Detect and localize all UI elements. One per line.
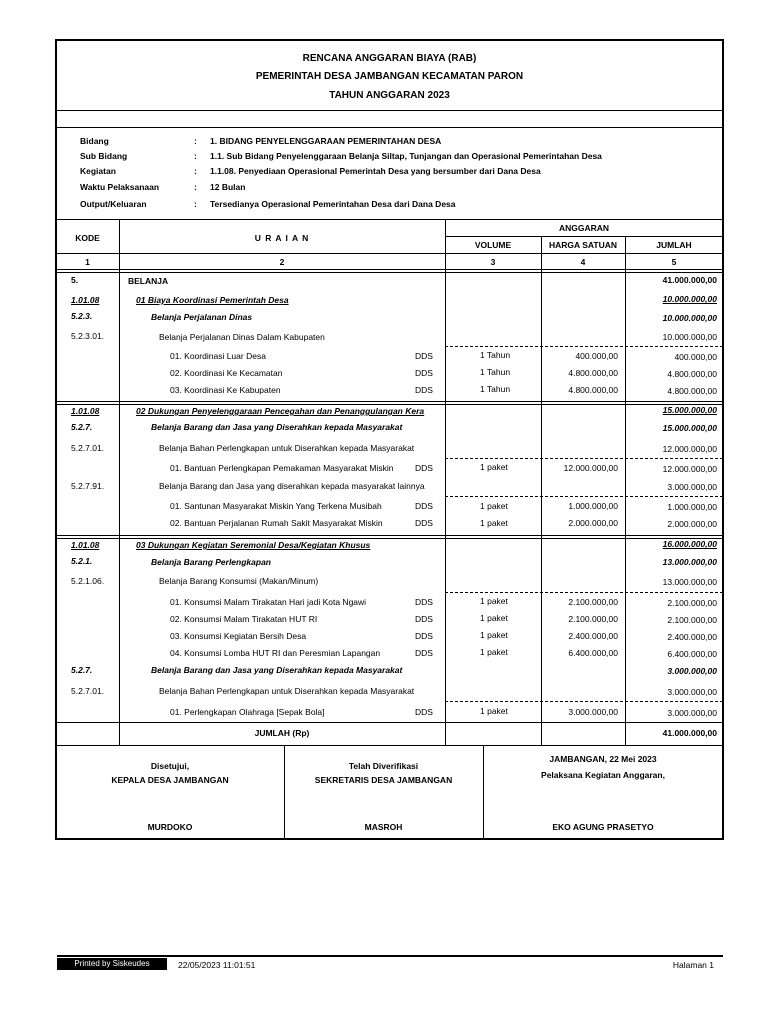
section-divider	[56, 538, 723, 539]
row-source: DDS	[415, 385, 433, 395]
col-number: 5	[671, 257, 677, 267]
row-jumlah: 2.100.000,00	[667, 598, 717, 608]
title-line-2: PEMERINTAH DESA JAMBANGAN KECAMATAN PARON	[255, 71, 524, 82]
row-kode: 5.2.7.91.	[71, 481, 105, 491]
info-value-sub-bidang: 1.1. Sub Bidang Penyelenggaraan Belanja Siltap, Tunjangan dan Operasional Pemerintahan Desa	[210, 151, 602, 161]
row-harga: 2.400.000,00	[568, 631, 618, 641]
divider	[445, 236, 723, 237]
row-source: DDS	[415, 631, 433, 641]
row-uraian: 01. Koordinasi Luar Desa	[170, 351, 266, 361]
row-source: DDS	[415, 518, 433, 528]
row-harga: 400.000,00	[575, 351, 618, 361]
row-jumlah: 4.800.000,00	[667, 369, 717, 379]
footer-line	[57, 955, 723, 957]
row-jumlah: 2.000.000,00	[667, 519, 717, 529]
row-uraian: 03 Dukungan Kegiatan Seremonial Desa/Kegiatan Khusus	[136, 540, 371, 550]
info-value-bidang: 1. BIDANG PENYELENGGARAAN PEMERINTAHAN DESA	[210, 136, 442, 146]
row-kode: 5.2.7.	[71, 422, 93, 432]
row-jumlah: 13.000.000,00	[662, 577, 717, 587]
row-uraian: Belanja Barang dan Jasa yang Diserahkan kepada Masyarakat	[151, 422, 403, 432]
section-divider	[56, 401, 723, 402]
info-value-output: Tersedianya Operasional Pemerintahan Desa dari Dana Desa	[210, 199, 456, 209]
row-volume: 1 paket	[480, 596, 508, 606]
printed-by-badge: Printed by Siskeudes	[57, 958, 167, 970]
item-dash	[445, 458, 723, 459]
col-number: 3	[490, 257, 496, 267]
row-uraian: 02 Dukungan Penyelenggaraan Pencegahan dan Penanggulangan Kera	[136, 406, 425, 416]
row-uraian: 01. Konsumsi Malam Tirakatan Hari jadi Kota Ngawi	[170, 597, 367, 607]
info-label-bidang: Bidang	[80, 136, 109, 146]
row-jumlah: 4.800.000,00	[667, 386, 717, 396]
row-volume: 1 paket	[480, 706, 508, 716]
row-volume: 1 Tahun	[480, 367, 511, 377]
row-uraian: Belanja Bahan Perlengkapan untuk Diserahkan kepada Masyarakat	[159, 686, 415, 696]
section-divider	[56, 404, 723, 405]
row-jumlah: 3.000.000,00	[667, 708, 717, 718]
row-volume: 1 paket	[480, 501, 508, 511]
column-line	[541, 236, 542, 746]
row-jumlah: 400.000,00	[674, 352, 717, 362]
sig-mid-top: Telah Diverifikasi	[348, 761, 419, 771]
row-jumlah: 1.000.000,00	[667, 502, 717, 512]
divider	[56, 253, 723, 254]
row-harga: 2.100.000,00	[568, 597, 618, 607]
total-value: 41.000.000,00	[662, 728, 717, 738]
col-number: 2	[279, 257, 285, 267]
row-kode: 1.01.08	[71, 406, 100, 416]
row-jumlah: 3.000.000,00	[667, 666, 717, 676]
row-uraian: 01. Perlengkapan Olahraga [Sepak Bola]	[170, 707, 325, 717]
divider	[56, 219, 723, 220]
row-uraian: Belanja Barang dan Jasa yang Diserahkan kepada Masyarakat	[151, 665, 403, 675]
divider	[56, 269, 723, 270]
row-source: DDS	[415, 614, 433, 624]
row-uraian: 02. Koordinasi Ke Kecamatan	[170, 368, 283, 378]
divider	[56, 110, 723, 111]
info-sep: :	[194, 151, 197, 161]
row-jumlah: 2.100.000,00	[667, 615, 717, 625]
info-sep: :	[194, 166, 197, 176]
sig-left-top: Disetujui,	[150, 761, 190, 771]
row-kode: 5.2.7.	[71, 665, 93, 675]
row-jumlah: 16.000.000,00	[662, 539, 717, 549]
row-volume: 1 paket	[480, 630, 508, 640]
row-jumlah: 10.000.000,00	[662, 294, 717, 304]
sig-mid-title: SEKRETARIS DESA JAMBANGAN	[314, 775, 453, 785]
row-jumlah: 41.000.000,00	[662, 275, 717, 285]
sig-right-title: Pelaksana Kegiatan Anggaran,	[541, 770, 665, 780]
row-uraian: 02. Bantuan Perjalanan Rumah Sakit Masyarakat Miskin	[170, 518, 383, 528]
row-source: DDS	[415, 368, 433, 378]
row-jumlah: 2.400.000,00	[667, 632, 717, 642]
sig-right-name: EKO AGUNG PRASETYO	[552, 822, 654, 832]
col-header-kode: KODE	[75, 233, 100, 243]
row-volume: 1 Tahun	[480, 384, 511, 394]
row-source: DDS	[415, 501, 433, 511]
sig-mid-name: MASROH	[364, 822, 403, 832]
column-line	[119, 219, 120, 746]
item-dash	[445, 592, 723, 593]
divider	[56, 127, 723, 128]
row-jumlah: 10.000.000,00	[662, 332, 717, 342]
col-header-uraian: U R A I A N	[254, 233, 310, 243]
info-label-waktu: Waktu Pelaksanaan	[80, 182, 160, 192]
col-number: 1	[85, 257, 90, 267]
row-kode: 1.01.08	[71, 540, 100, 550]
title-line-3: TAHUN ANGGARAN 2023	[329, 90, 450, 101]
row-source: DDS	[415, 597, 433, 607]
col-header-harga: HARGA SATUAN	[549, 240, 617, 250]
row-kode: 5.2.3.01.	[71, 331, 105, 341]
info-label-sub-bidang: Sub Bidang	[80, 151, 128, 161]
info-sep: :	[194, 199, 197, 209]
info-sep: :	[194, 182, 197, 192]
row-uraian: Belanja Barang Konsumsi (Makan/Minum)	[159, 576, 319, 586]
divider	[56, 272, 723, 273]
row-volume: 1 paket	[480, 613, 508, 623]
row-uraian: 03. Koordinasi Ke Kabupaten	[170, 385, 281, 395]
row-source: DDS	[415, 707, 433, 717]
row-uraian: 01. Bantuan Perlengkapan Pemakaman Masyarakat Miskin	[170, 463, 394, 473]
column-line	[445, 219, 446, 746]
row-uraian: 03. Konsumsi Kegiatan Bersih Desa	[170, 631, 307, 641]
row-uraian: 01 Biaya Koordinasi Pemerintah Desa	[136, 295, 289, 305]
section-divider	[56, 535, 723, 536]
row-uraian: BELANJA	[128, 276, 169, 286]
divider	[56, 745, 723, 746]
row-uraian: 04. Konsumsi Lomba HUT RI dan Peresmian Lapangan	[170, 648, 381, 658]
print-timestamp: 22/05/2023 11:01:51	[178, 960, 256, 970]
row-harga: 2.100.000,00	[568, 614, 618, 624]
row-kode: 5.2.7.01.	[71, 686, 105, 696]
row-volume: 1 paket	[480, 647, 508, 657]
item-dash	[445, 346, 723, 347]
row-jumlah: 12.000.000,00	[662, 464, 717, 474]
info-value-waktu: 12 Bulan	[210, 182, 246, 192]
info-sep: :	[194, 136, 197, 146]
row-jumlah: 3.000.000,00	[667, 482, 717, 492]
row-uraian: 02. Konsumsi Malam Tirakatan HUT RI	[170, 614, 318, 624]
row-harga: 3.000.000,00	[568, 707, 618, 717]
row-volume: 1 paket	[480, 462, 508, 472]
row-uraian: Belanja Bahan Perlengkapan untuk Diserahkan kepada Masyarakat	[159, 443, 415, 453]
row-harga: 12.000.000,00	[563, 463, 618, 473]
sig-left-title: KEPALA DESA JAMBANGAN	[111, 775, 229, 785]
item-dash	[445, 496, 723, 497]
row-jumlah: 13.000.000,00	[662, 557, 717, 567]
col-number: 4	[580, 257, 586, 267]
row-kode: 1.01.08	[71, 295, 100, 305]
item-dash	[445, 701, 723, 702]
row-harga: 2.000.000,00	[568, 518, 618, 528]
row-volume: 1 paket	[480, 518, 508, 528]
row-uraian: Belanja Barang Perlengkapan	[151, 557, 271, 567]
row-jumlah: 12.000.000,00	[662, 444, 717, 454]
page-number: Halaman 1	[672, 960, 714, 970]
row-jumlah: 6.400.000,00	[667, 649, 717, 659]
sig-left-name: MURDOKO	[147, 822, 193, 832]
row-jumlah: 15.000.000,00	[662, 423, 717, 433]
row-kode: 5.2.7.01.	[71, 443, 105, 453]
row-jumlah: 15.000.000,00	[662, 405, 717, 415]
info-label-output: Output/Keluaran	[80, 199, 147, 209]
row-volume: 1 Tahun	[480, 350, 511, 360]
row-source: DDS	[415, 648, 433, 658]
row-uraian: Belanja Perjalanan Dinas	[151, 312, 253, 322]
row-jumlah: 10.000.000,00	[662, 313, 717, 323]
row-harga: 6.400.000,00	[568, 648, 618, 658]
row-kode: 5.2.1.	[71, 556, 93, 566]
row-kode: 5.	[71, 275, 79, 285]
row-source: DDS	[415, 351, 433, 361]
row-harga: 4.800.000,00	[568, 368, 618, 378]
sig-right-date: JAMBANGAN, 22 Mei 2023	[549, 754, 657, 764]
col-header-volume: VOLUME	[474, 240, 512, 250]
row-jumlah: 3.000.000,00	[667, 687, 717, 697]
row-harga: 1.000.000,00	[568, 501, 618, 511]
col-header-anggaran: ANGGARAN	[558, 223, 610, 233]
info-label-kegiatan: Kegiatan	[80, 166, 116, 176]
row-uraian: Belanja Perjalanan Dinas Dalam Kabupaten	[159, 332, 325, 342]
row-harga: 4.800.000,00	[568, 385, 618, 395]
title-line-1: RENCANA ANGGARAN BIAYA (RAB)	[302, 53, 477, 64]
row-uraian: 01. Santunan Masyarakat Miskin Yang Terkena Musibah	[170, 501, 382, 511]
info-value-kegiatan: 1.1.08. Penyediaan Operasional Pemerintah Desa yang bersumber dari Dana Desa	[210, 166, 541, 176]
row-kode: 5.2.1.06.	[71, 576, 105, 586]
row-uraian: Belanja Barang dan Jasa yang diserahkan kepada masyarakat lainnya	[159, 481, 425, 491]
row-kode: 5.2.3.	[71, 311, 93, 321]
divider	[56, 722, 723, 723]
row-source: DDS	[415, 463, 433, 473]
col-header-jumlah: JUMLAH	[656, 240, 692, 250]
total-label: JUMLAH (Rp)	[254, 728, 310, 738]
